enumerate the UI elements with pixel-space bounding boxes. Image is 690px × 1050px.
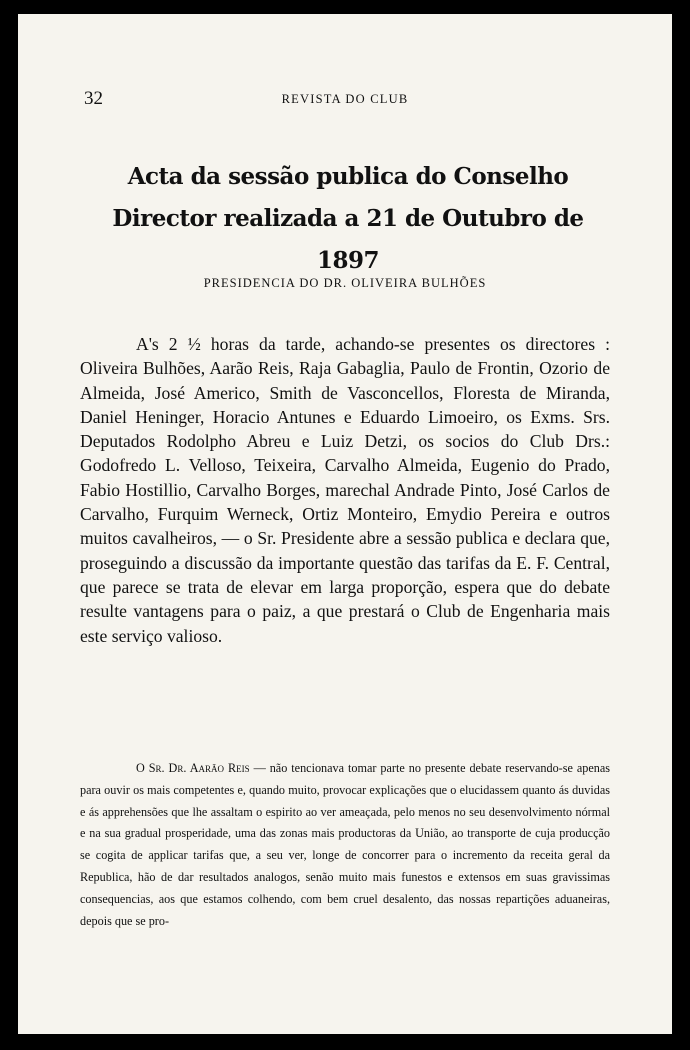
speech-text: — não tencionava tomar parte no presente debate reservando-se apenas para ouvir os mais competentes e, quando muito, provocar explicações que o elucidassem quanto ás duvidas e ás apprehensões que lhe assaltam o espirito ao ver ameaçada, pelo menos no seu desenvolvimento nórmal e na sua gradual prosperidade, uma das zonas mais productoras da União, ao transporte de cuja producção se cogita de applicar tarifas que, a seu ver, longe de concorrer para o incremento da receita geral da Republica, hão de dar resultados analogos, senão muito mais funestos e extensos em suas gravissimas consequencias, aos que estamos colhendo, com bem cruel desalento, das nossas repartições aduaneiras, depois que se pro- — [80, 761, 610, 928]
opening-paragraph-text: A's 2 ½ horas da tarde, achando-se presentes os directores : Oliveira Bulhões, Aarão Reis, Raja Gabaglia, Paulo de Frontin, Ozorio de Almeida, José Americo, Smith de Vasconcellos, Floresta de Miranda, Daniel Heninger, Horacio Antunes e Eduardo Limoeiro, os Exms. Srs. Deputados Rodolpho Abreu e Luiz Detzi, os socios do Club Drs.: Godofredo L. Velloso, Teixeira, Carvalho Almeida, Eugenio do Prado, Fabio Hostillio, Carvalho Borges, marechal Andrade Pinto, José Carlos de Carvalho, Furquim Werneck, Ortiz Monteiro, Emydio Pereira e outros muitos cavalheiros, — o Sr. Presidente abre a sessão publica e declara que, proseguindo a discussão da importante questão das tarifas da E. F. Central, que parece se trata de elevar em larga proporção, espera que do debate resulte vantagens para o paiz, a que prestará o Club de Engenharia mais este serviço valioso. — [80, 334, 610, 646]
presidency-line: PRESIDENCIA DO DR. OLIVEIRA BULHÕES — [203, 276, 487, 290]
speaker-name: O Sr. Dr. Aarão Reis — [136, 761, 250, 775]
book-page — [18, 14, 672, 1034]
page-header — [18, 88, 672, 112]
opening-paragraph — [80, 332, 610, 648]
page-number: 32 — [84, 88, 103, 109]
running-title: REVISTA DO CLUB — [281, 92, 409, 106]
speech-paragraph — [80, 758, 610, 932]
article-title: Acta da sessão publica do Conselho Director realizada a 21 de Outubro de 1897 — [112, 163, 584, 274]
